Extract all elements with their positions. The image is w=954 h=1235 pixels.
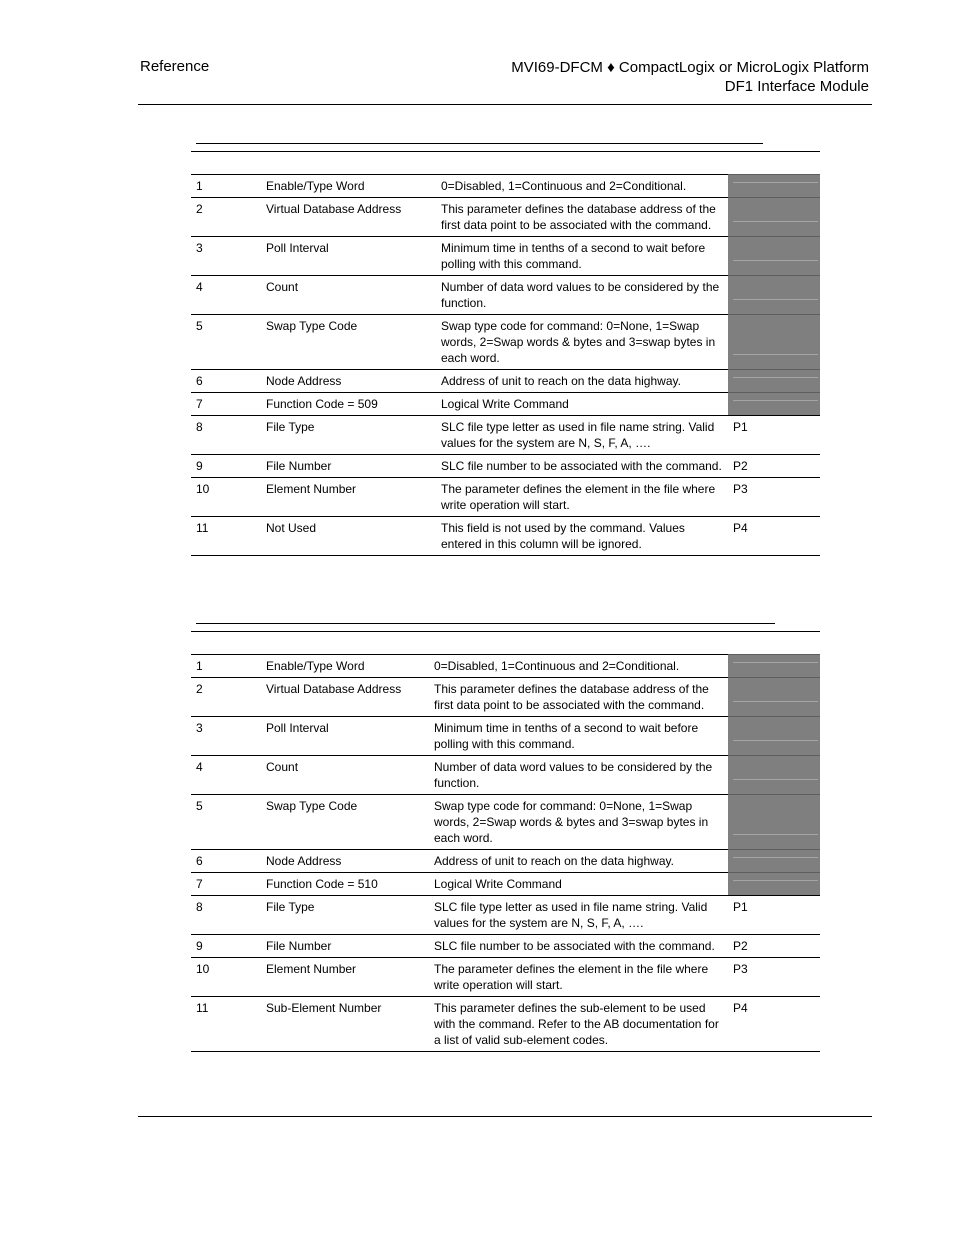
param-name-text: Function Code = 509: [266, 397, 378, 411]
param-name-cell: [261, 717, 429, 756]
param-number-text: 5: [196, 319, 203, 333]
table-row: [191, 393, 820, 416]
param-description-cell: [436, 370, 728, 393]
param-description-text: Number of data word values to be considered by the function.: [441, 280, 720, 310]
param-name-cell: [261, 393, 436, 416]
table-1-caption-rule: [196, 143, 763, 144]
shaded-cell-rule: [733, 221, 818, 222]
param-name-text: Swap Type Code: [266, 319, 358, 333]
param-name-cell: [261, 370, 436, 393]
table-row: [191, 795, 820, 850]
param-description-cell: [436, 455, 728, 478]
param-field-cell: [728, 873, 820, 896]
param-number-text: 9: [196, 459, 203, 473]
param-description-cell: [429, 717, 728, 756]
param-number-cell: [191, 850, 261, 873]
param-number-cell: [191, 795, 261, 850]
param-number-cell: [191, 873, 261, 896]
param-description-cell: [429, 756, 728, 795]
param-number-text: 6: [196, 854, 203, 868]
param-field-text: P1: [733, 420, 748, 434]
param-description-cell: [429, 873, 728, 896]
table-row: [191, 478, 820, 517]
param-number-text: 4: [196, 280, 203, 294]
param-field-cell: [728, 370, 820, 393]
param-field-cell: [728, 997, 820, 1052]
shaded-cell-rule: [733, 400, 818, 401]
param-description-text: The parameter defines the element in the file where write operation will start.: [434, 962, 709, 992]
param-name-text: Sub-Element Number: [266, 1001, 382, 1015]
param-description-cell: [436, 315, 728, 370]
param-field-cell: [728, 393, 820, 416]
shaded-cell-rule: [733, 182, 818, 183]
param-number-text: 8: [196, 900, 203, 914]
param-number-text: 10: [196, 482, 210, 496]
param-description-text: Swap type code for command: 0=None, 1=Swap words, 2=Swap words & bytes and 3=swap bytes in each word.: [434, 799, 709, 845]
param-number-text: 3: [196, 241, 203, 255]
param-description-text: Number of data word values to be considered by the function.: [434, 760, 713, 790]
param-number-text: 3: [196, 721, 203, 735]
param-name-text: Poll Interval: [266, 241, 329, 255]
param-name-cell: [261, 478, 436, 517]
param-name-cell: [261, 795, 429, 850]
param-description-cell: [436, 517, 728, 556]
param-field-text: P3: [733, 962, 748, 976]
param-name-cell: [261, 315, 436, 370]
param-field-cell: [728, 678, 820, 717]
param-name-cell: [261, 678, 429, 717]
param-name-text: Node Address: [266, 374, 342, 388]
table-2-header-rule: [191, 631, 820, 632]
param-number-cell: [191, 393, 261, 416]
param-number-cell: [191, 717, 261, 756]
param-number-text: 7: [196, 397, 203, 411]
param-field-cell: [728, 935, 820, 958]
shaded-cell-rule: [733, 377, 818, 378]
shaded-cell-rule: [733, 299, 818, 300]
shaded-cell-rule: [733, 880, 818, 881]
param-name-cell: [261, 935, 429, 958]
shaded-cell-rule: [733, 779, 818, 780]
param-name-cell: [261, 517, 436, 556]
param-name-text: Virtual Database Address: [266, 202, 402, 216]
param-name-text: Element Number: [266, 482, 357, 496]
param-number-text: 4: [196, 760, 203, 774]
param-name-text: File Number: [266, 459, 332, 473]
param-description-text: Minimum time in tenths of a second to wait before polling with this command.: [441, 241, 706, 271]
param-name-cell: [261, 958, 429, 997]
param-number-cell: [191, 678, 261, 717]
param-number-cell: [191, 175, 261, 198]
header-product-title: [511, 58, 869, 96]
param-number-cell: [191, 958, 261, 997]
param-name-text: File Type: [266, 420, 315, 434]
table-row: [191, 517, 820, 556]
param-description-cell: [436, 237, 728, 276]
param-number-text: 2: [196, 682, 203, 696]
table-row: [191, 416, 820, 455]
table-row: [191, 896, 820, 935]
param-number-cell: [191, 997, 261, 1052]
param-name-text: Element Number: [266, 962, 357, 976]
param-description-text: SLC file type letter as used in file name string. Valid values for the system are N, S, F, A, ….: [434, 900, 708, 930]
param-field-text: P3: [733, 482, 748, 496]
param-description-cell: [429, 795, 728, 850]
param-description-cell: [436, 478, 728, 517]
table-row: [191, 873, 820, 896]
table-row: [191, 237, 820, 276]
param-field-cell: [728, 237, 820, 276]
param-number-cell: [191, 455, 261, 478]
param-description-text: This parameter defines the database address of the first data point to be associated with the command.: [441, 202, 716, 232]
table-2-caption-rule: [196, 623, 775, 624]
param-number-cell: [191, 237, 261, 276]
param-name-text: File Number: [266, 939, 332, 953]
shaded-cell-rule: [733, 834, 818, 835]
param-number-cell: [191, 276, 261, 315]
param-description-text: 0=Disabled, 1=Continuous and 2=Conditional.: [434, 659, 680, 673]
param-name-cell: [261, 756, 429, 795]
param-field-text: P1: [733, 900, 748, 914]
table-row: [191, 655, 820, 678]
param-description-text: SLC file number to be associated with the command.: [434, 939, 715, 953]
param-description-text: Logical Write Command: [434, 877, 562, 891]
param-description-text: This parameter defines the database address of the first data point to be associated with the command.: [434, 682, 709, 712]
param-name-cell: [261, 276, 436, 315]
param-field-text: P2: [733, 459, 748, 473]
param-field-cell: [728, 478, 820, 517]
param-description-cell: [429, 850, 728, 873]
param-description-text: This parameter defines the sub-element to be used with the command. Refer to the AB documentation for a list of valid sub-element codes.: [434, 1001, 719, 1047]
table-row: [191, 678, 820, 717]
table-row: [191, 958, 820, 997]
header-rule: [138, 104, 872, 105]
param-description-cell: [429, 655, 728, 678]
param-field-cell: [728, 416, 820, 455]
param-description-text: The parameter defines the element in the file where write operation will start.: [441, 482, 716, 512]
param-number-cell: [191, 896, 261, 935]
param-number-cell: [191, 478, 261, 517]
command-table-2-body: [191, 655, 820, 1052]
param-field-cell: [728, 198, 820, 237]
param-number-cell: [191, 370, 261, 393]
param-number-text: 7: [196, 877, 203, 891]
table-row: [191, 276, 820, 315]
footer-rule: [138, 1116, 872, 1117]
param-number-text: 6: [196, 374, 203, 388]
param-description-text: This field is not used by the command. Values entered in this column will be ignored.: [441, 521, 685, 551]
param-description-cell: [429, 997, 728, 1052]
table-row: [191, 756, 820, 795]
param-field-cell: [728, 717, 820, 756]
table-row: [191, 315, 820, 370]
param-name-cell: [261, 198, 436, 237]
table-row: [191, 997, 820, 1052]
param-number-text: 5: [196, 799, 203, 813]
param-description-text: Minimum time in tenths of a second to wait before polling with this command.: [434, 721, 699, 751]
param-field-text: P4: [733, 521, 748, 535]
param-field-cell: [728, 958, 820, 997]
param-number-text: 1: [196, 179, 203, 193]
param-name-cell: [261, 655, 429, 678]
param-name-cell: [261, 896, 429, 935]
header-product-line-1: MVI69-DFCM ♦ CompactLogix or MicroLogix Platform: [511, 59, 869, 76]
table-row: [191, 175, 820, 198]
param-name-cell: [261, 237, 436, 276]
param-name-text: Poll Interval: [266, 721, 329, 735]
header-section-title: Reference: [140, 58, 210, 75]
param-name-text: Enable/Type Word: [266, 179, 365, 193]
param-field-cell: [728, 315, 820, 370]
param-number-cell: [191, 198, 261, 237]
table-row: [191, 455, 820, 478]
param-description-text: Address of unit to reach on the data highway.: [441, 374, 681, 388]
param-field-cell: [728, 655, 820, 678]
param-field-text: P4: [733, 1001, 748, 1015]
param-description-cell: [436, 276, 728, 315]
param-number-text: 8: [196, 420, 203, 434]
param-number-text: 9: [196, 939, 203, 953]
param-number-text: 2: [196, 202, 203, 216]
param-name-cell: [261, 416, 436, 455]
param-description-text: SLC file number to be associated with the command.: [441, 459, 722, 473]
header-product-line-2: DF1 Interface Module: [724, 78, 869, 95]
param-name-cell: [261, 873, 429, 896]
param-description-text: Logical Write Command: [441, 397, 569, 411]
param-name-text: Function Code = 510: [266, 877, 378, 891]
param-name-cell: [261, 850, 429, 873]
table-row: [191, 935, 820, 958]
param-name-text: Count: [266, 760, 299, 774]
table-1-header-rule: [191, 151, 820, 152]
param-number-cell: [191, 756, 261, 795]
shaded-cell-rule: [733, 260, 818, 261]
param-number-cell: [191, 655, 261, 678]
param-field-cell: [728, 175, 820, 198]
param-description-cell: [429, 958, 728, 997]
param-description-text: 0=Disabled, 1=Continuous and 2=Conditional.: [441, 179, 687, 193]
param-name-text: Virtual Database Address: [266, 682, 402, 696]
param-description-text: Swap type code for command: 0=None, 1=Swap words, 2=Swap words & bytes and 3=swap bytes in each word.: [441, 319, 716, 365]
param-number-cell: [191, 517, 261, 556]
param-number-text: 11: [196, 521, 209, 535]
table-row: [191, 198, 820, 237]
param-name-text: Count: [266, 280, 299, 294]
param-description-cell: [429, 896, 728, 935]
shaded-cell-rule: [733, 740, 818, 741]
param-description-cell: [429, 678, 728, 717]
param-field-cell: [728, 517, 820, 556]
param-description-text: Address of unit to reach on the data highway.: [434, 854, 674, 868]
param-field-cell: [728, 756, 820, 795]
param-field-cell: [728, 896, 820, 935]
param-name-cell: [261, 175, 436, 198]
param-description-cell: [436, 198, 728, 237]
param-number-text: 10: [196, 962, 210, 976]
param-field-cell: [728, 455, 820, 478]
param-name-text: Node Address: [266, 854, 342, 868]
param-description-cell: [429, 935, 728, 958]
table-row: [191, 370, 820, 393]
param-description-cell: [436, 175, 728, 198]
param-field-text: P2: [733, 939, 748, 953]
param-name-cell: [261, 455, 436, 478]
command-table-1-body: [191, 175, 820, 556]
param-description-cell: [436, 393, 728, 416]
param-number-text: 1: [196, 659, 203, 673]
command-table-1: [191, 174, 820, 556]
param-description-cell: [436, 416, 728, 455]
shaded-cell-rule: [733, 354, 818, 355]
param-number-text: 11: [196, 1001, 209, 1015]
table-row: [191, 850, 820, 873]
shaded-cell-rule: [733, 857, 818, 858]
param-description-text: SLC file type letter as used in file name string. Valid values for the system are N, S, F, A, ….: [441, 420, 715, 450]
param-number-cell: [191, 935, 261, 958]
shaded-cell-rule: [733, 662, 818, 663]
param-name-cell: [261, 997, 429, 1052]
param-name-text: Not Used: [266, 521, 317, 535]
param-name-text: File Type: [266, 900, 315, 914]
param-field-cell: [728, 850, 820, 873]
param-number-cell: [191, 315, 261, 370]
param-number-cell: [191, 416, 261, 455]
param-name-text: Swap Type Code: [266, 799, 358, 813]
param-field-cell: [728, 276, 820, 315]
param-field-cell: [728, 795, 820, 850]
shaded-cell-rule: [733, 701, 818, 702]
table-row: [191, 717, 820, 756]
param-name-text: Enable/Type Word: [266, 659, 365, 673]
command-table-2: [191, 654, 820, 1052]
